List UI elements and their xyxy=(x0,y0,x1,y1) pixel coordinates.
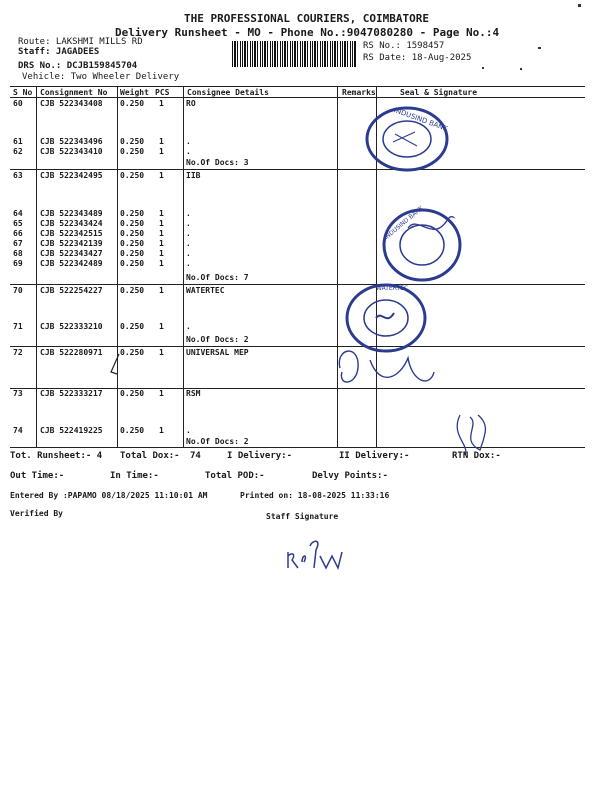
sno-cell: 73 xyxy=(13,389,23,398)
col-divider xyxy=(117,86,118,447)
consignee-details-cell: . xyxy=(186,259,191,268)
weight-cell: 0.250 xyxy=(120,219,145,228)
sno-cell: 67 xyxy=(13,239,23,248)
in-time: In Time:- xyxy=(110,471,159,481)
consignment-number-cell: CJB 522254227 xyxy=(40,286,103,295)
consignment-number-cell: CJB 522343496 xyxy=(40,137,103,146)
consignment-number-cell: CJB 522343424 xyxy=(40,219,103,228)
sno-cell: 71 xyxy=(13,322,23,331)
consignment-number-cell: CJB 522333217 xyxy=(40,389,103,398)
barcode xyxy=(232,41,356,67)
sno-cell: 63 xyxy=(13,171,23,180)
pcs-cell: 1 xyxy=(159,229,164,238)
col-header-weight: Weight xyxy=(120,88,149,97)
consignee-details-cell: . xyxy=(186,239,191,248)
consignee-details-cell: RSM xyxy=(186,389,201,398)
tick-mark xyxy=(105,350,125,380)
pcs-cell: 1 xyxy=(159,322,164,331)
col-header-pcs: PCS xyxy=(155,88,170,97)
pcs-cell: 1 xyxy=(159,249,164,258)
weight-cell: 0.250 xyxy=(120,239,145,248)
rs-date: RS Date: 18-Aug-2025 xyxy=(363,53,472,63)
delvy-points: Delvy Points:- xyxy=(312,471,388,481)
consignment-number-cell: CJB 522342515 xyxy=(40,229,103,238)
weight-cell: 0.250 xyxy=(120,348,145,357)
col-header-seal: Seal & Signature xyxy=(400,88,478,97)
signature-scribble xyxy=(330,338,440,398)
weight-cell: 0.250 xyxy=(120,389,145,398)
sno-cell: 66 xyxy=(13,229,23,238)
weight-cell: 0.250 xyxy=(120,249,145,258)
pcs-cell: 1 xyxy=(159,426,164,435)
rs-number: RS No.: 1598457 xyxy=(363,41,445,51)
sno-cell: 74 xyxy=(13,426,23,435)
row-divider xyxy=(10,284,585,285)
weight-cell: 0.250 xyxy=(120,99,145,108)
weight-cell: 0.250 xyxy=(120,286,145,295)
consignment-number-cell: CJB 522419225 xyxy=(40,426,103,435)
sno-cell: 72 xyxy=(13,348,23,357)
col-divider xyxy=(183,86,184,447)
scan-speck xyxy=(482,67,484,69)
col-header-sno: S No xyxy=(13,88,33,97)
indusind-bank-stamp-2 xyxy=(378,204,466,286)
weight-cell: 0.250 xyxy=(120,322,145,331)
consignment-number-cell: CJB 522342495 xyxy=(40,171,103,180)
staff: Staff: JAGADEES xyxy=(18,47,100,57)
page-title: Delivery Runsheet - MO - Phone No.:9047080280 - Page No.:4 xyxy=(115,26,500,39)
vehicle: Vehicle: Two Wheeler Delivery xyxy=(22,72,180,82)
pcs-cell: 1 xyxy=(159,137,164,146)
consignment-number-cell: CJB 522343427 xyxy=(40,249,103,258)
scan-speck xyxy=(538,47,541,49)
tot-runsheet: Tot. Runsheet:- 4 xyxy=(10,451,103,461)
ii-delivery: II Delivery:- xyxy=(339,451,410,461)
doc-count: No.Of Docs: 2 xyxy=(186,335,249,344)
sno-cell: 70 xyxy=(13,286,23,295)
consignee-details-cell: WATERTEC xyxy=(186,286,225,295)
svg-text:INDUSIND BANK: INDUSIND BANK xyxy=(392,106,449,133)
consignee-details-cell: . xyxy=(186,137,191,146)
weight-cell: 0.250 xyxy=(120,426,145,435)
consignee-details-cell: RO xyxy=(186,99,196,108)
sno-cell: 60 xyxy=(13,99,23,108)
consignee-details-cell: . xyxy=(186,219,191,228)
svg-text:WATERTEC: WATERTEC xyxy=(376,285,409,292)
row-divider xyxy=(10,346,585,347)
table-top-rule xyxy=(10,86,585,87)
pcs-cell: 1 xyxy=(159,171,164,180)
scan-speck xyxy=(520,68,522,70)
doc-count: No.Of Docs: 2 xyxy=(186,437,249,446)
row-divider xyxy=(10,169,585,170)
pcs-cell: 1 xyxy=(159,219,164,228)
consignee-details-cell: . xyxy=(186,229,191,238)
consignee-details-cell: . xyxy=(186,147,191,156)
drs-number: DRS No.: DCJB159845704 xyxy=(18,61,138,71)
sno-cell: 62 xyxy=(13,147,23,156)
pcs-cell: 1 xyxy=(159,259,164,268)
sno-cell: 64 xyxy=(13,209,23,218)
weight-cell: 0.250 xyxy=(120,259,145,268)
col-header-remarks: Remarks xyxy=(342,88,376,97)
col-header-consignment: Consignment No xyxy=(40,88,108,97)
consignee-details-cell: . xyxy=(186,249,191,258)
pcs-cell: 1 xyxy=(159,239,164,248)
sno-cell: 68 xyxy=(13,249,23,258)
col-header-consignee: Consignee Details xyxy=(187,88,269,97)
table-header-rule xyxy=(10,97,585,98)
pcs-cell: 1 xyxy=(159,286,164,295)
consignee-details-cell: UNIVERSAL MEP xyxy=(186,348,249,357)
consignment-number-cell: CJB 522342489 xyxy=(40,259,103,268)
consignment-number-cell: CJB 522342139 xyxy=(40,239,103,248)
consignment-number-cell: CJB 522343489 xyxy=(40,209,103,218)
weight-cell: 0.250 xyxy=(120,171,145,180)
pcs-cell: 1 xyxy=(159,147,164,156)
weight-cell: 0.250 xyxy=(120,229,145,238)
scan-speck xyxy=(578,4,581,7)
verified-by: Verified By xyxy=(10,509,63,518)
weight-cell: 0.250 xyxy=(120,147,145,156)
svg-text:INDUSIND BANK: INDUSIND BANK xyxy=(383,204,425,242)
total-dox-value: 74 xyxy=(190,451,201,461)
consignee-details-cell: . xyxy=(186,322,191,331)
rtn-dox: RTN Dox:- xyxy=(452,451,501,461)
staff-signature xyxy=(282,532,352,572)
weight-cell: 0.250 xyxy=(120,137,145,146)
indusind-bank-stamp xyxy=(355,104,455,174)
consignee-details-cell: . xyxy=(186,426,191,435)
doc-count: No.Of Docs: 3 xyxy=(186,158,249,167)
pcs-cell: 1 xyxy=(159,389,164,398)
pcs-cell: 1 xyxy=(159,348,164,357)
i-delivery: I Delivery:- xyxy=(227,451,293,461)
total-pod: Total POD:- xyxy=(205,471,265,481)
company-name: THE PROFESSIONAL COURIERS, COIMBATORE xyxy=(184,12,430,25)
pcs-cell: 1 xyxy=(159,99,164,108)
total-dox-label: Total Dox:- xyxy=(120,451,180,461)
route: Route: LAKSHMI MILLS RD xyxy=(18,37,143,47)
col-divider xyxy=(36,86,37,447)
consignment-number-cell: CJB 522333210 xyxy=(40,322,103,331)
weight-cell: 0.250 xyxy=(120,209,145,218)
printed-on: Printed on: 18-08-2025 11:33:16 xyxy=(240,491,390,500)
doc-count: No.Of Docs: 7 xyxy=(186,273,249,282)
sno-cell: 61 xyxy=(13,137,23,146)
sno-cell: 65 xyxy=(13,219,23,228)
consignee-details-cell: . xyxy=(186,209,191,218)
sno-cell: 69 xyxy=(13,259,23,268)
consignee-details-cell: IIB xyxy=(186,171,201,180)
out-time: Out Time:- xyxy=(10,471,65,481)
consignment-number-cell: CJB 522343410 xyxy=(40,147,103,156)
entered-by: Entered By :PAPAMO 08/18/2025 11:10:01 AM xyxy=(10,491,208,500)
consignment-number-cell: CJB 522343408 xyxy=(40,99,103,108)
staff-signature-label: Staff Signature xyxy=(266,512,339,521)
pcs-cell: 1 xyxy=(159,209,164,218)
consignment-number-cell: CJB 522280971 xyxy=(40,348,103,357)
